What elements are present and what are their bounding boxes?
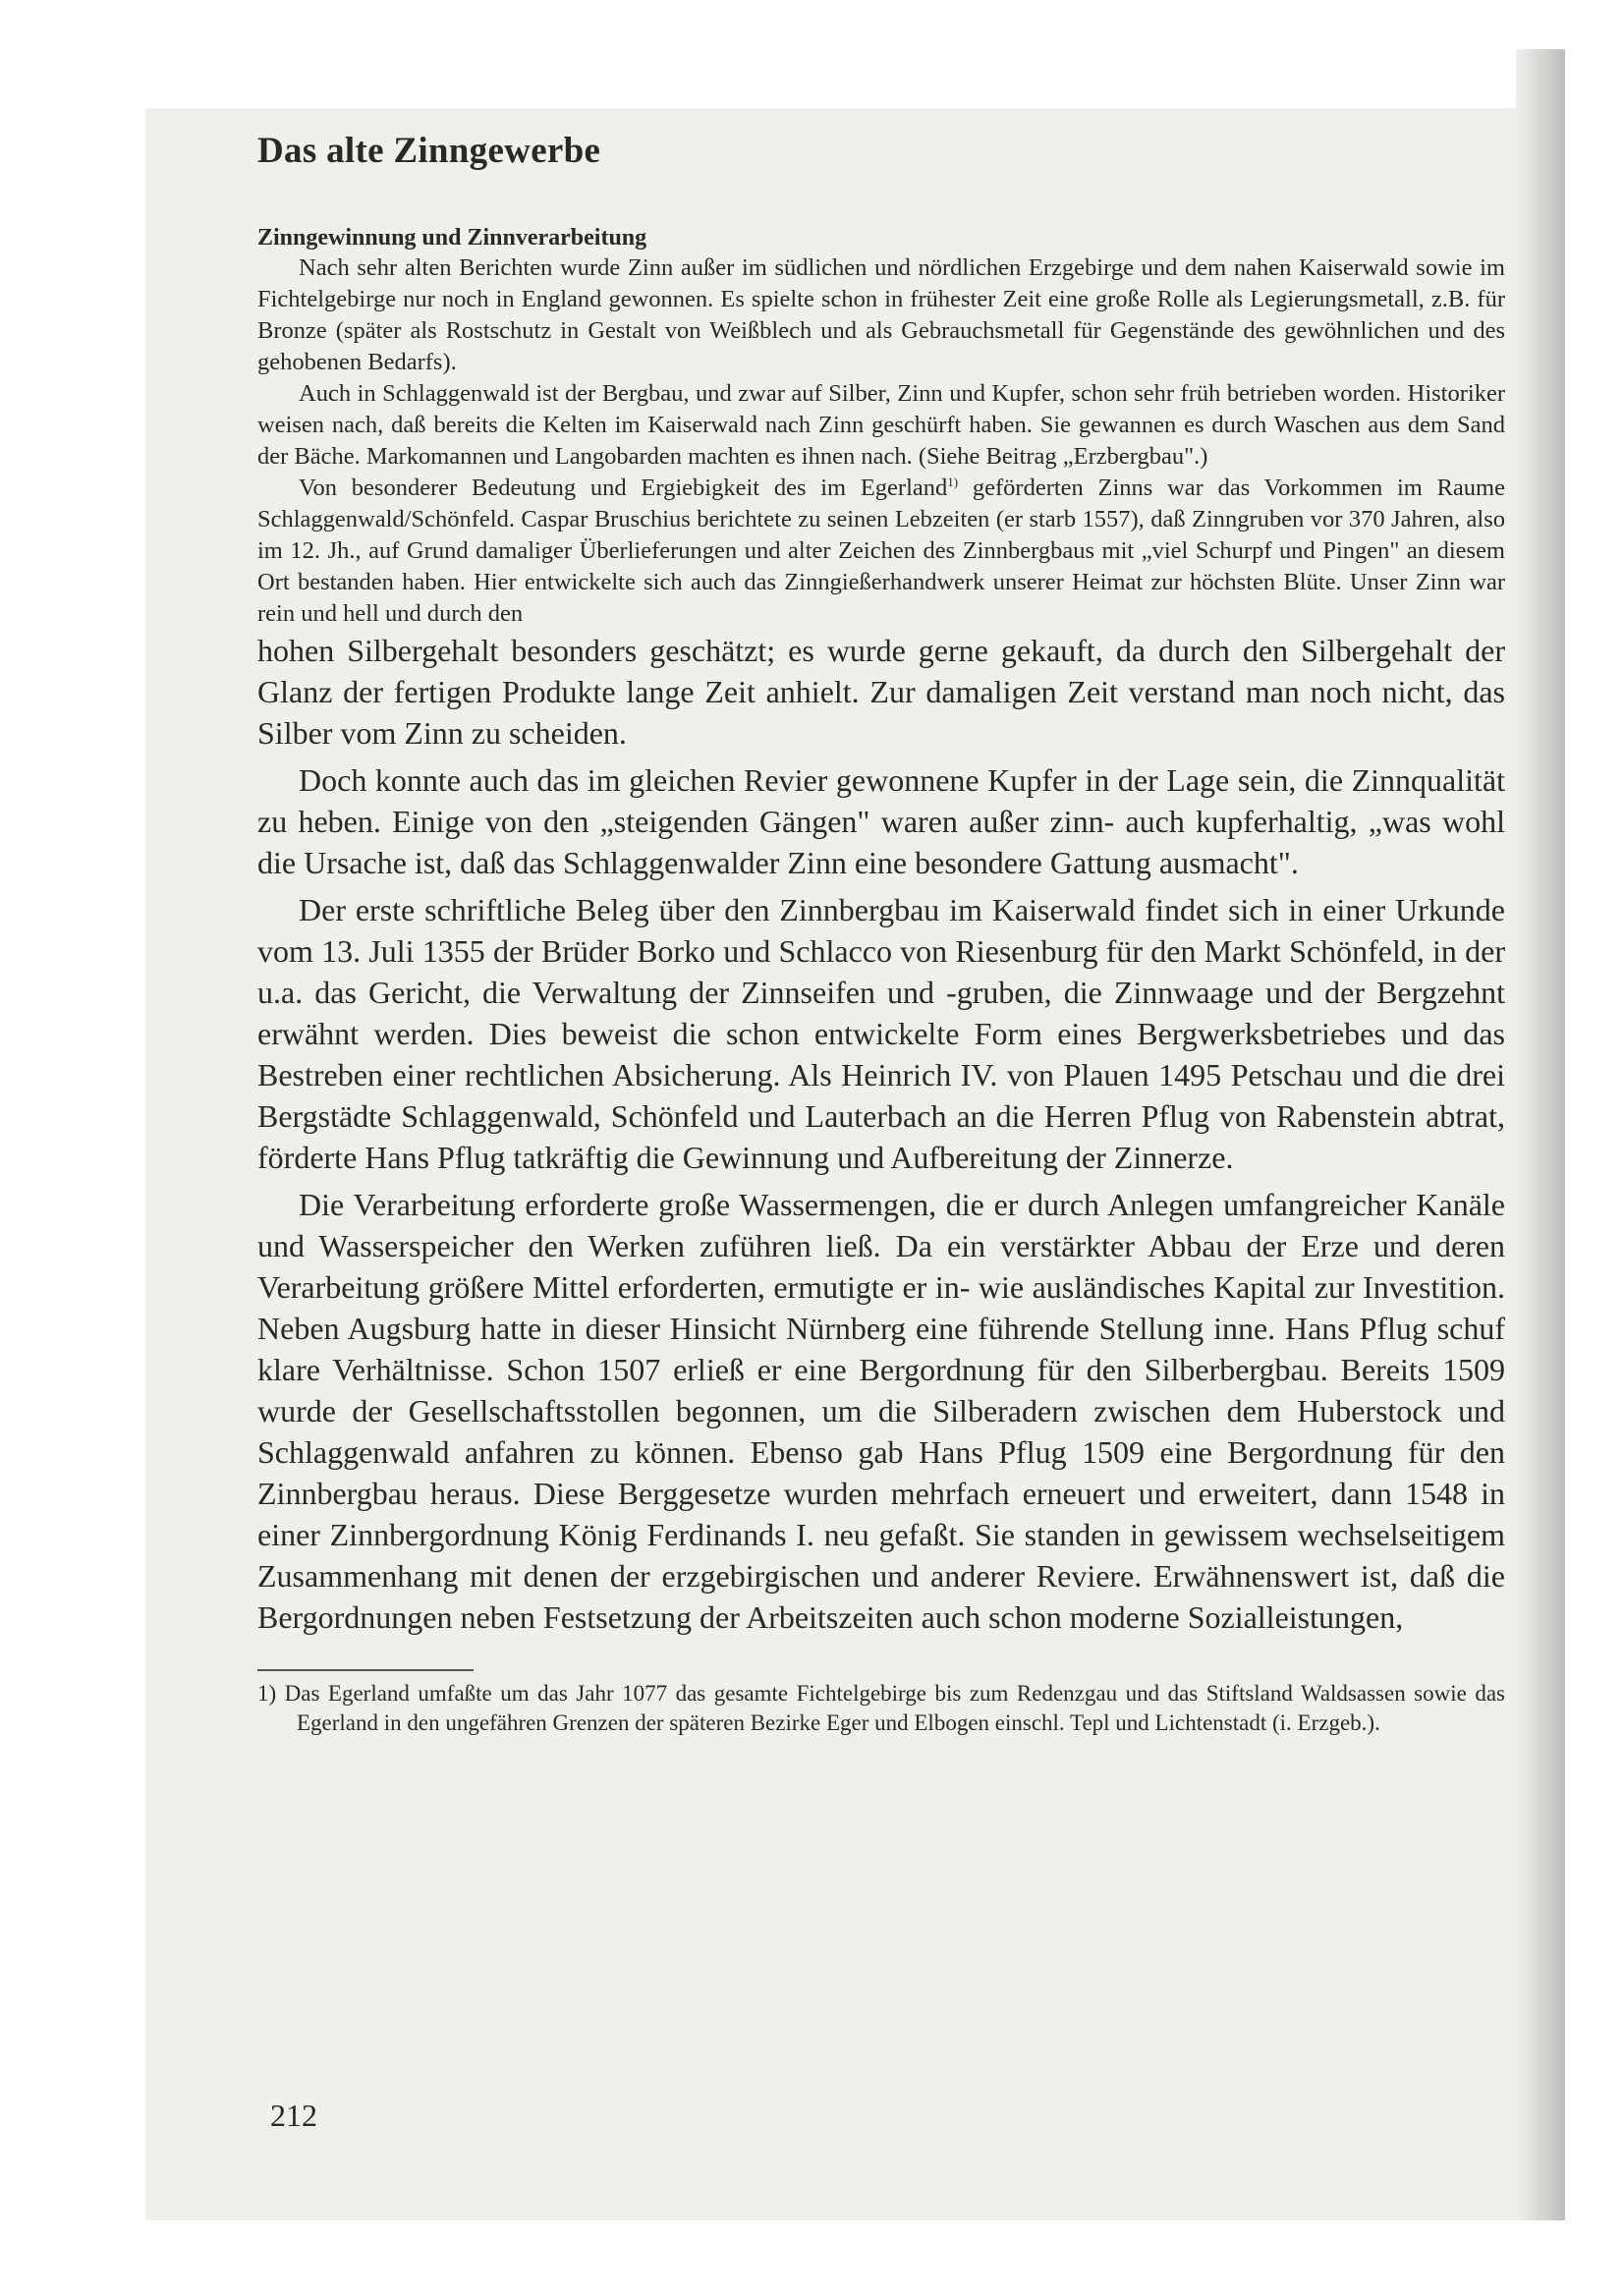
footnote-reference: 1): [947, 474, 959, 489]
page-title: Das alte Zinngewerbe: [257, 131, 601, 171]
section-subtitle: Zinngewinnung und Zinnverarbeitung: [257, 225, 647, 251]
paragraph-5: Der erste schriftliche Beleg über den Zinnbergbau im Kaiserwald findet sich in einer Urkunde vom 13. Juli 1355 der Brüder Borko und Schlacco von Riesenburg für den Markt Schönfeld, in der u.a. das Gericht, die Verwaltung der Zinnseifen und -gruben, die Zinnwaage und der Bergzehnt erwähnt werden. Dies beweist die schon entwickelte Form eines Bergwerksbetriebes und das Bestreben einer rechtlichen Absicherung. Als Heinrich IV. von Plauen 1495 Petschau und die drei Bergstädte Schlaggenwald, Schönfeld und Lauterbach an die Herren Pflug von Rabenstein abtrat, förderte Hans Pflug tatkräftig die Gewinnung und Aufbereitung der Zinnerze.: [257, 892, 1505, 1175]
footnote-divider: [257, 1669, 474, 1671]
paragraph-2: Auch in Schlaggenwald ist der Bergbau, und zwar auf Silber, Zinn und Kupfer, schon sehr früh betrieben worden. Historiker weisen nach, daß bereits die Kelten im Kaiserwald nach Zinn geschürft haben. Sie gewannen es durch Waschen aus dem Sand der Bäche. Markomannen und Langobarden machten es ihnen nach. (Siehe Beitrag „Erzbergbau".): [257, 380, 1505, 470]
page-number: 212: [270, 2098, 317, 2133]
paragraph-3: [257, 473, 1505, 630]
paragraph-1: Nach sehr alten Berichten wurde Zinn außer im südlichen und nördlichen Erzgebirge und dem nahen Kaiserwald sowie im Fichtelgebirge nur noch in England gewonnen. Es spielte schon in frühester Zeit eine große Rolle als Legierungsmetall, z.B. für Bronze (später als Rostschutz in Gestalt von Weißblech und als Gebrauchsmetall für Gegenstände des gewöhnlichen und des gehobenen Bedarfs).: [257, 254, 1505, 375]
page-content: [257, 130, 1505, 1738]
paragraph-3-after: geförderten Zinns war das Vorkommen im Raume Schlaggenwald/Schönfeld. Caspar Bruschius berichtete zu seinen Lebzeiten (er starb 1557), daß Zinngruben vor 370 Jahren, also im 12. Jh., auf Grund damaliger Überlieferungen und alter Zeichen des Zinnbergbaus mit „viel Schurpf und Pingen" an diesem Ort bestanden haben. Hier entwickelte sich auch das Zinngießerhandwerk unserer Heimat zur höchsten Blüte. Unser Zinn war rein und hell und durch den: [257, 475, 1505, 627]
paragraph-4: Doch konnte auch das im gleichen Revier gewonnene Kupfer in der Lage sein, die Zinnqualität zu heben. Einige von den „steigenden Gängen" waren außer zinn- auch kupferhaltig, „was wohl die Ursache ist, daß das Schlaggenwalder Zinn eine besondere Gattung ausmacht".: [257, 762, 1505, 880]
page-fold-shadow: [1516, 49, 1565, 2220]
paragraph-6: Die Verarbeitung erforderte große Wassermengen, die er durch Anlegen umfangreicher Kanäle und Wasserspeicher den Werken zuführen ließ. Da ein verstärkter Abbau der Erze und deren Verarbeitung größere Mittel erforderten, ermutigte er in- wie ausländisches Kapital zur Investition. Neben Augsburg hatte in dieser Hinsicht Nürnberg eine führende Stellung inne. Hans Pflug schuf klare Verhältnisse. Schon 1507 erließ er eine Bergordnung für den Silberbergbau. Bereits 1509 wurde der Gesellschaftsstollen begonnen, um die Silberadern zwischen dem Huberstock und Schlaggenwald anfahren zu können. Ebenso gab Hans Pflug 1509 eine Bergordnung für den Zinnbergbau heraus. Diese Berggesetze wurden mehrfach erneuert und erweitert, dann 1548 in einer Zinnbergordnung König Ferdinands I. neu gefaßt. Sie standen in gewissem wechselseitigem Zusammenhang mit denen der erzgebirgischen und anderer Reviere. Erwähnenswert ist, daß die Bergordnungen neben Festsetzung der Arbeitszeiten auch schon moderne Sozialleistungen,: [257, 1187, 1505, 1635]
footnote: 1) Das Egerland umfaßte um das Jahr 1077 das gesamte Fichtelgebirge bis zum Redenzgau und das Stiftsland Waldsassen sowie das Egerland in den ungefähren Grenzen der späteren Bezirke Eger und Elbogen einschl. Tepl und Lichtenstadt (i. Erzgeb.).: [257, 1681, 1505, 1735]
paragraph-3-before: Von besonderer Bedeutung und Ergiebigkeit des im Egerland: [299, 475, 948, 501]
paragraph-3-continued: hohen Silbergehalt besonders geschätzt; es wurde gerne gekauft, da durch den Silbergehalt der Glanz der fertigen Produkte lange Zeit anhielt. Zur damaligen Zeit verstand man noch nicht, das Silber vom Zinn zu scheiden.: [257, 633, 1505, 751]
